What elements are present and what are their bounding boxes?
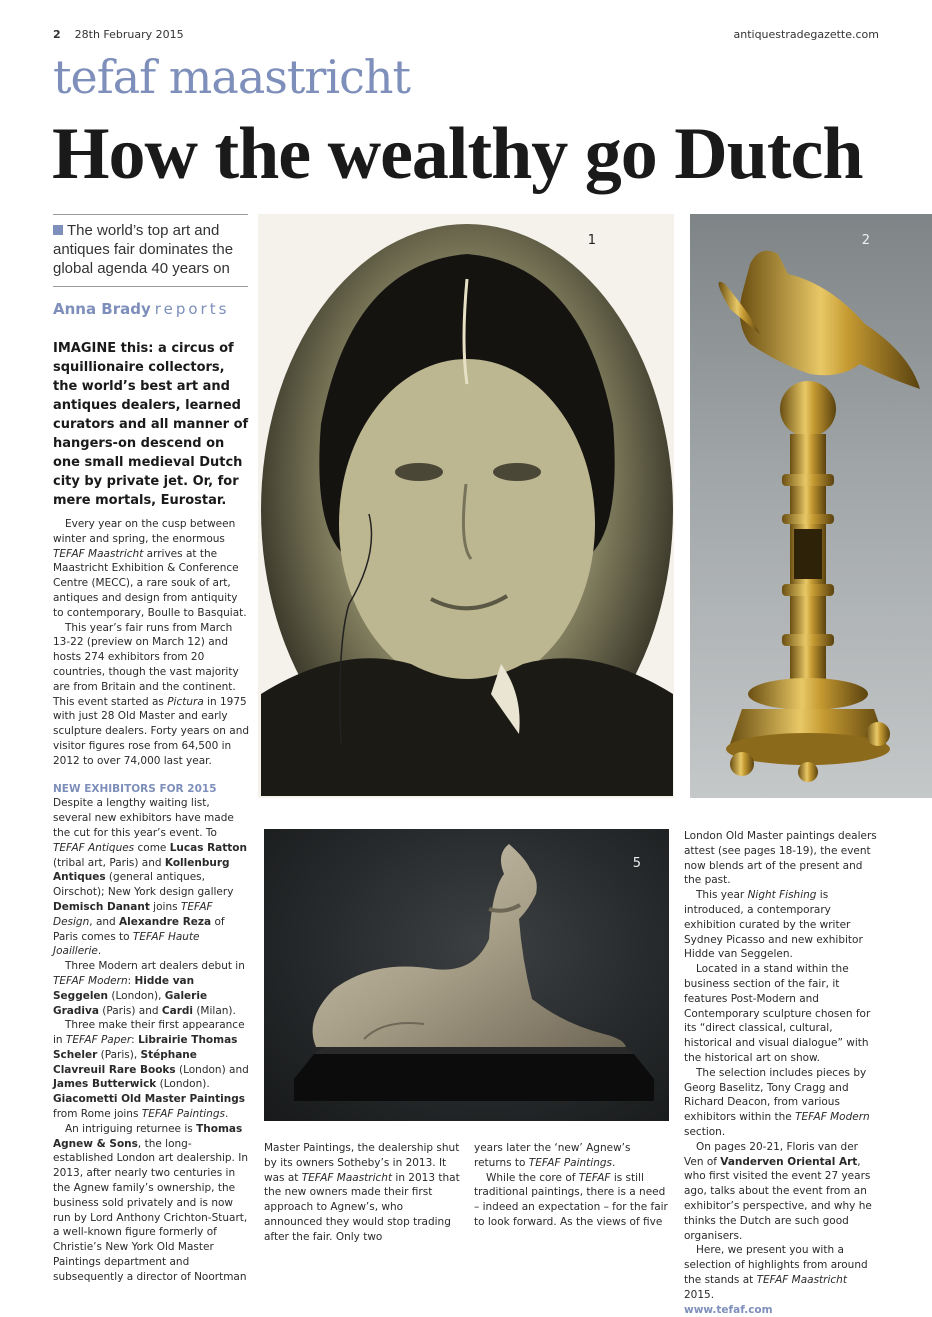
standfirst-text: The world’s top art and antiques fair dominates the global agenda 40 years on [53, 222, 233, 277]
intro-paragraph: IMAGINE this: a circus of squillionaire collectors, the world’s best art and antiques dealers, learned curators and all manner of hangers-on descend on one small medieval Dutch city by private jet. Or, for mere mortals, Eurostar. [53, 339, 253, 510]
page-number: 2 [53, 28, 61, 41]
byline-suffix: reports [155, 300, 230, 318]
portrait-oval [261, 224, 673, 796]
section-kicker: tefaf maastricht [53, 50, 410, 104]
paragraph: This year Night Fishing is introduced, a contemporary exhibition curated by the writer Sydney Picasso and new exhibitor Hidde van Seggelen. [684, 888, 880, 962]
standfirst [53, 214, 248, 287]
paragraph: Master Paintings, the dealership shut by its owners Sotheby’s in 2013. It was at TEFAF Maastricht in 2013 that the new owners made their first approach to Agnew’s, who announced they would stop trading after the fair. Only two [264, 1141, 460, 1245]
column-1 [53, 517, 249, 1285]
greyhound-illustration [264, 829, 669, 1121]
paragraph: London Old Master paintings dealers attest (see pages 18-19), the event now blends art of the present and the past. [684, 829, 880, 888]
figure-number: 1 [588, 233, 596, 248]
column-2 [264, 1141, 460, 1245]
paragraph: An intriguing returnee is Thomas Agnew & Sons, the long-established London art dealership. In 2013, after nearly two centuries in the Agnew family’s ownership, the business sold privately and is now run by Lord Anthony Crichton-Stuart, a well-known figure formerly of Christie’s New York Old Master Paintings department and subsequently a director of Noortman [53, 1122, 249, 1285]
paragraph: Located in a stand within the business section of the fair, it features Post-Modern and Contemporary sculpture chosen for its “direct classical, cultural, historical and visual dialogue” with the historical art on show. [684, 962, 880, 1066]
column-3 [474, 1141, 670, 1230]
subheading: NEW EXHIBITORS FOR 2015 [53, 782, 249, 797]
paragraph: Here, we present you with a selection of highlights from around the stands at TEFAF Maastricht 2015. [684, 1243, 880, 1302]
greyhound-sculpture-photo [264, 829, 669, 1121]
paragraph: This year’s fair runs from March 13-22 (preview on March 12) and hosts 274 exhibitors from 20 countries, though the vast majority are from Britain and the continent. This event started as Pictura in 1975 with just 28 Old Master and early sculpture dealers. Forty years on and visitor figures rose from 64,500 in 2012 to over 74,000 last year. [53, 621, 249, 769]
folio [53, 28, 184, 41]
paragraph: On pages 20-21, Floris van der Ven of Vanderven Oriental Art, who first visited the event 27 years ago, talks about the event from an exhibitor’s perspective, and why he thinks the Dutch are such good organisers. [684, 1140, 880, 1244]
figure-number: 5 [633, 856, 641, 871]
paragraph: years later the ‘new’ Agnew’s returns to TEFAF Paintings. [474, 1141, 670, 1171]
headline: How the wealthy go Dutch [52, 112, 863, 197]
figure-number: 2 [862, 233, 870, 248]
column-4 [684, 829, 880, 1317]
eagle-lectern-photo [690, 214, 932, 798]
portrait-photo [258, 214, 674, 798]
byline [53, 300, 229, 318]
paragraph: Three make their first appearance in TEFAF Paper: Librairie Thomas Scheler (Paris), Stéphane Clavreuil Rare Books (London) and James Butterwick (London). Giacometti Old Master Paintings from Rome joins TEFAF Paintings. [53, 1018, 249, 1122]
site-url[interactable]: antiquestradegazette.com [733, 28, 879, 41]
square-bullet-icon [53, 225, 63, 235]
paragraph: Three Modern art dealers debut in TEFAF Modern: Hidde van Seggelen (London), Galerie Gradiva (Paris) and Cardi (Milan). [53, 959, 249, 1018]
paragraph: The selection includes pieces by Georg Baselitz, Tony Cragg and Richard Deacon, from various exhibitors within the TEFAF Modern section. [684, 1066, 880, 1140]
paragraph: While the core of TEFAF is still traditional paintings, there is a need – indeed an expectation – for the fair to look forward. As the views of five [474, 1171, 670, 1230]
lectern-illustration [690, 214, 932, 798]
paragraph: Despite a lengthy waiting list, several new exhibitors have made the cut for this year’s event. To TEFAF Antiques come Lucas Ratton (tribal art, Paris) and Kollenburg Antiques (general antiques, Oirschot); New York design gallery Demisch Danant joins TEFAF Design, and Alexandre Reza of Paris comes to TEFAF Haute Joaillerie. [53, 796, 249, 959]
author-name: Anna Brady [53, 300, 151, 318]
issue-date: 28th February 2015 [75, 28, 184, 41]
portrait-illustration [261, 224, 673, 796]
paragraph: Every year on the cusp between winter and spring, the enormous TEFAF Maastricht arrives at the Maastricht Exhibition & Conference Centre (MECC), a rare souk of art, antiques and design from antiquity to contemporary, Boulle to Basquiat. [53, 517, 249, 621]
tefaf-link[interactable]: www.tefaf.com [684, 1303, 880, 1317]
